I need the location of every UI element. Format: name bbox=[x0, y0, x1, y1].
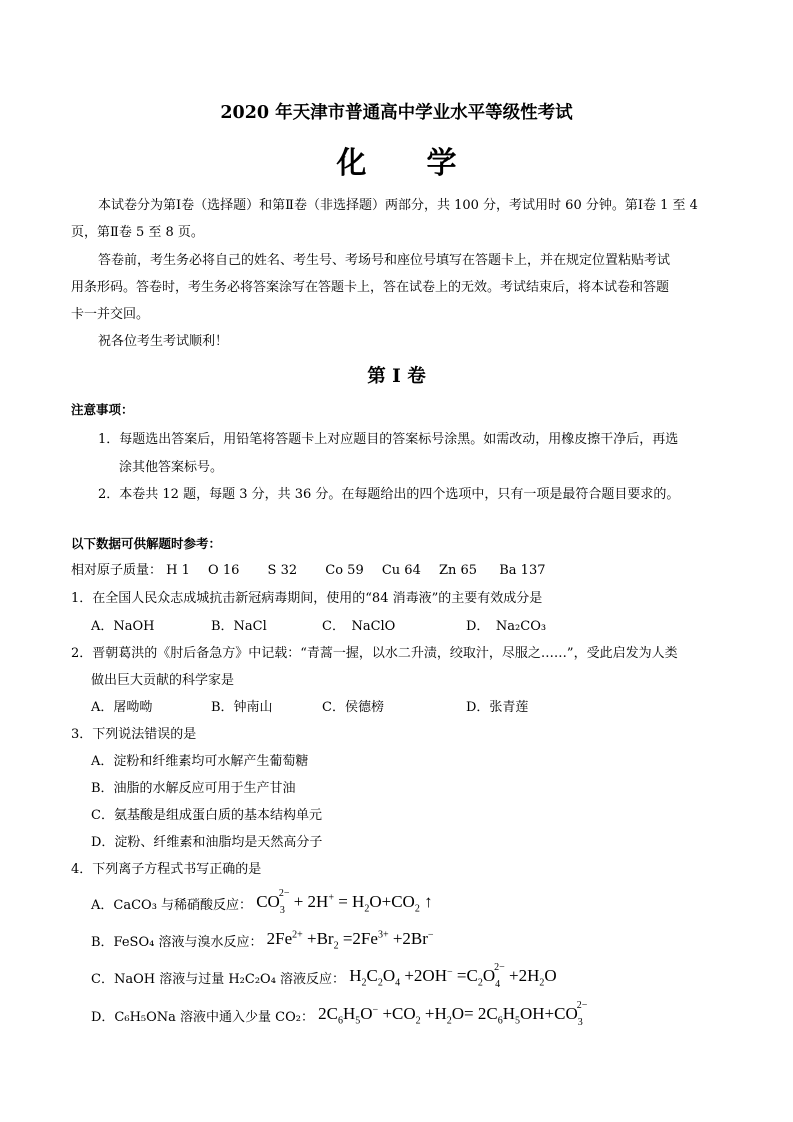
question-4-option-a-label: A．CaCO₃ 与稀硝酸反应： bbox=[91, 898, 253, 913]
reference-heading: 以下数据可供解题时参考： bbox=[71, 536, 222, 551]
intro-line-1: 本试卷分为第Ⅰ卷（选择题）和第Ⅱ卷（非选择题）两部分，共 100 分，考试用时 60 分钟。第Ⅰ卷 1 至 4 bbox=[98, 198, 698, 213]
question-1-option-a: A．NaOH bbox=[91, 619, 155, 634]
subject-char-1: 化 bbox=[336, 146, 367, 181]
question-1-option-d: D． Na₂CO₃ bbox=[466, 619, 547, 634]
equation-c: $H_2C_2O_4 +2OH^- =C_2O_4^{2-} +2H_2O$ bbox=[349, 962, 557, 991]
intro-line-5: 卡一并交回。 bbox=[71, 307, 150, 322]
note-item-2: 2．本卷共 12 题，每题 3 分，共 36 分。在每题给出的四个选项中，只有一项是最符合题目要求的。 bbox=[98, 487, 680, 502]
question-3-stem: 3．下列说法错误的是 bbox=[71, 727, 197, 742]
reference-label: 相对原子质量： bbox=[71, 563, 163, 578]
question-4-option-b-label: B．FeSO₄ 溶液与溴水反应： bbox=[91, 935, 263, 950]
reference-masses bbox=[71, 559, 545, 578]
question-3-option-c: C．氨基酸是组成蛋白质的基本结构单元 bbox=[91, 808, 322, 823]
mass-h: H 1 bbox=[166, 563, 190, 578]
question-4-option-d bbox=[91, 1000, 588, 1029]
notes-heading: 注意事项： bbox=[71, 402, 134, 417]
question-1-option-b: B．NaCl bbox=[211, 619, 267, 634]
question-3-option-a: A．淀粉和纤维素均可水解产生葡萄糖 bbox=[91, 754, 309, 769]
question-4-stem: 4．下列离子方程式书写正确的是 bbox=[71, 862, 262, 877]
equation-a: $CO_3^{2-} + 2H^+ = H_2O+CO_2$ ↑ bbox=[256, 888, 433, 917]
mass-o: O 16 bbox=[208, 563, 240, 578]
mass-ba: Ba 137 bbox=[499, 563, 546, 578]
question-3-option-b: B．油脂的水解反应可用于生产甘油 bbox=[91, 781, 296, 796]
question-4-option-a bbox=[91, 888, 433, 917]
question-2-option-d: D．张青莲 bbox=[466, 700, 529, 715]
note-item-1-line-2: 涂其他答案标号。 bbox=[119, 460, 224, 475]
equation-d: $2C_6H_5O^- +CO_2 +H_2O= 2C_6H_5OH+CO_3^{2-}$ bbox=[318, 1000, 588, 1029]
intro-line-3: 答卷前，考生务必将自己的姓名、考生号、考场号和座位号填写在答题卡上，并在规定位置粘贴考试 bbox=[98, 253, 671, 268]
question-4-option-c bbox=[91, 962, 557, 991]
question-2-option-b: B．钟南山 bbox=[211, 700, 273, 715]
intro-line-6: 祝各位考生考试顺利！ bbox=[98, 334, 229, 349]
note-item-1-line-1: 1．每题选出答案后，用铅笔将答题卡上对应题目的答案标号涂黑。如需改动，用橡皮擦干净后，再选 bbox=[98, 432, 679, 447]
question-2-stem-2: 做出巨大贡献的科学家是 bbox=[91, 673, 235, 688]
section-title: 第 I 卷 bbox=[367, 366, 426, 387]
subject-title bbox=[0, 138, 793, 182]
question-1-option-c: C． NaClO bbox=[322, 619, 396, 634]
question-1-stem: 1．在全国人民众志成城抗击新冠病毒期间，使用的“84 消毒液”的主要有效成分是 bbox=[71, 591, 543, 606]
exam-title: 2020 年天津市普通高中学业水平等级性考试 bbox=[220, 103, 573, 123]
question-4-option-c-label: C．NaOH 溶液与过量 H₂C₂O₄ 溶液反应： bbox=[91, 972, 346, 987]
intro-line-4: 用条形码。答卷时，考生务必将答案涂写在答题卡上，答在试卷上的无效。考试结束后，将本试卷和答题 bbox=[71, 280, 670, 295]
question-2-option-a: A．屠呦呦 bbox=[91, 700, 153, 715]
mass-zn: Zn 65 bbox=[439, 563, 478, 578]
question-4-option-b bbox=[91, 931, 434, 953]
mass-cu: Cu 64 bbox=[381, 563, 421, 578]
question-2-stem: 2．晋朝葛洪的《肘后备急方》中记载：“青蒿一握，以水二升渍，绞取汁，尽服之……”，受此启发为人类 bbox=[71, 646, 678, 661]
question-3-option-d: D．淀粉、纤维素和油脂均是天然高分子 bbox=[91, 835, 323, 850]
equation-b: $2Fe^{2+} +Br_2 =2Fe^{3+} +2Br^-$ bbox=[266, 929, 434, 952]
question-4-option-d-label: D．C₆H₅ONa 溶液中通入少量 CO₂： bbox=[91, 1010, 314, 1025]
mass-co: Co 59 bbox=[325, 563, 364, 578]
question-2-option-c: C．侯德榜 bbox=[322, 700, 384, 715]
intro-line-2: 页，第Ⅱ卷 5 至 8 页。 bbox=[71, 225, 204, 240]
subject-char-2: 学 bbox=[426, 146, 457, 181]
mass-s: S 32 bbox=[267, 563, 298, 578]
